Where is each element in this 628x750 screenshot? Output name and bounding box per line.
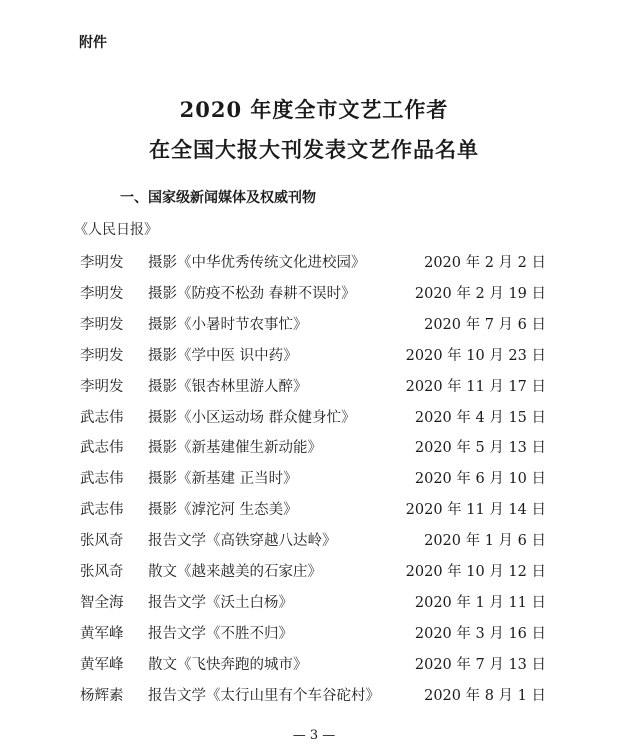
work-title: 报告文学《不胜不归》 — [148, 625, 293, 642]
publish-date: 2020 年 1 月 6 日 — [424, 533, 546, 550]
work-title: 摄影《小暑时节农事忙》 — [148, 316, 308, 333]
list-item — [0, 499, 628, 521]
publish-date: 2020 年 3 月 16 日 — [414, 625, 546, 642]
work-title: 摄影《学中医 识中药》 — [148, 347, 298, 364]
publish-date: 2020 年 10 月 12 日 — [405, 564, 546, 580]
list-item — [0, 314, 628, 336]
author-name: 李明发 — [80, 255, 124, 271]
work-title: 摄影《中华优秀传统文化进校园》 — [148, 255, 366, 271]
author-name: 智全海 — [80, 594, 124, 611]
list-item — [0, 345, 628, 367]
publication-name: 《人民日报》 — [74, 222, 158, 238]
work-title: 报告文学《高铁穿越八达岭》 — [148, 533, 337, 550]
publish-date: 2020 年 10 月 23 日 — [405, 347, 546, 364]
publish-date: 2020 年 11 月 17 日 — [405, 378, 546, 395]
work-title: 摄影《银杏林里游人醉》 — [148, 378, 308, 395]
publish-date: 2020 年 5 月 13 日 — [414, 440, 546, 457]
publish-date: 2020 年 7 月 6 日 — [424, 316, 546, 333]
author-name: 武志伟 — [80, 502, 124, 519]
list-item — [0, 654, 628, 676]
list-item — [0, 468, 628, 490]
list-item — [0, 561, 628, 583]
publish-date: 2020 年 2 月 2 日 — [424, 255, 546, 271]
list-item — [0, 685, 628, 707]
author-name: 黄军峰 — [80, 656, 124, 673]
document-title-line-1: 2020 年度全市文艺工作者 — [179, 97, 449, 122]
work-title: 摄影《滹沱河 生态美》 — [148, 502, 298, 519]
author-name: 李明发 — [80, 378, 124, 395]
work-title: 摄影《新基建催生新动能》 — [148, 440, 322, 457]
page-number: — 3 — — [292, 728, 336, 743]
work-title: 报告文学《沃土白杨》 — [148, 594, 293, 611]
author-name: 李明发 — [80, 316, 124, 333]
author-name: 黄军峰 — [80, 625, 124, 642]
publish-date: 2020 年 6 月 10 日 — [414, 471, 546, 488]
list-item — [0, 437, 628, 459]
publish-date: 2020 年 7 月 13 日 — [414, 656, 546, 673]
author-name: 张风奇 — [80, 564, 124, 580]
publish-date: 2020 年 2 月 19 日 — [414, 285, 546, 302]
author-name: 张风奇 — [80, 533, 124, 550]
list-item — [0, 252, 628, 274]
work-title: 散文《飞快奔跑的城市》 — [148, 656, 308, 673]
author-name: 杨辉素 — [80, 687, 124, 704]
publish-date: 2020 年 11 月 14 日 — [405, 502, 546, 519]
publish-date: 2020 年 8 月 1 日 — [424, 687, 546, 704]
document-title-line-2: 在全国大报大刊发表文艺作品名单 — [149, 137, 479, 162]
author-name: 李明发 — [80, 285, 124, 302]
list-item — [0, 283, 628, 305]
work-title: 摄影《小区运动场 群众健身忙》 — [148, 409, 356, 426]
author-name: 武志伟 — [80, 440, 124, 457]
publish-date: 2020 年 1 月 11 日 — [414, 594, 546, 611]
publish-date: 2020 年 4 月 15 日 — [414, 409, 546, 426]
section-heading: 一、国家级新闻媒体及权威刊物 — [120, 190, 316, 206]
author-name: 武志伟 — [80, 471, 124, 488]
work-title: 摄影《防疫不松劲 春耕不误时》 — [148, 285, 356, 302]
author-name: 李明发 — [80, 347, 124, 364]
work-title: 报告文学《太行山里有个车谷砣村》 — [148, 687, 380, 704]
work-title: 散文《越来越美的石家庄》 — [148, 564, 322, 580]
list-item — [0, 623, 628, 645]
attachment-label: 附件 — [79, 35, 107, 51]
list-item — [0, 530, 628, 552]
author-name: 武志伟 — [80, 409, 124, 426]
list-item — [0, 376, 628, 398]
work-title: 摄影《新基建 正当时》 — [148, 471, 298, 488]
list-item — [0, 592, 628, 614]
list-item — [0, 407, 628, 429]
